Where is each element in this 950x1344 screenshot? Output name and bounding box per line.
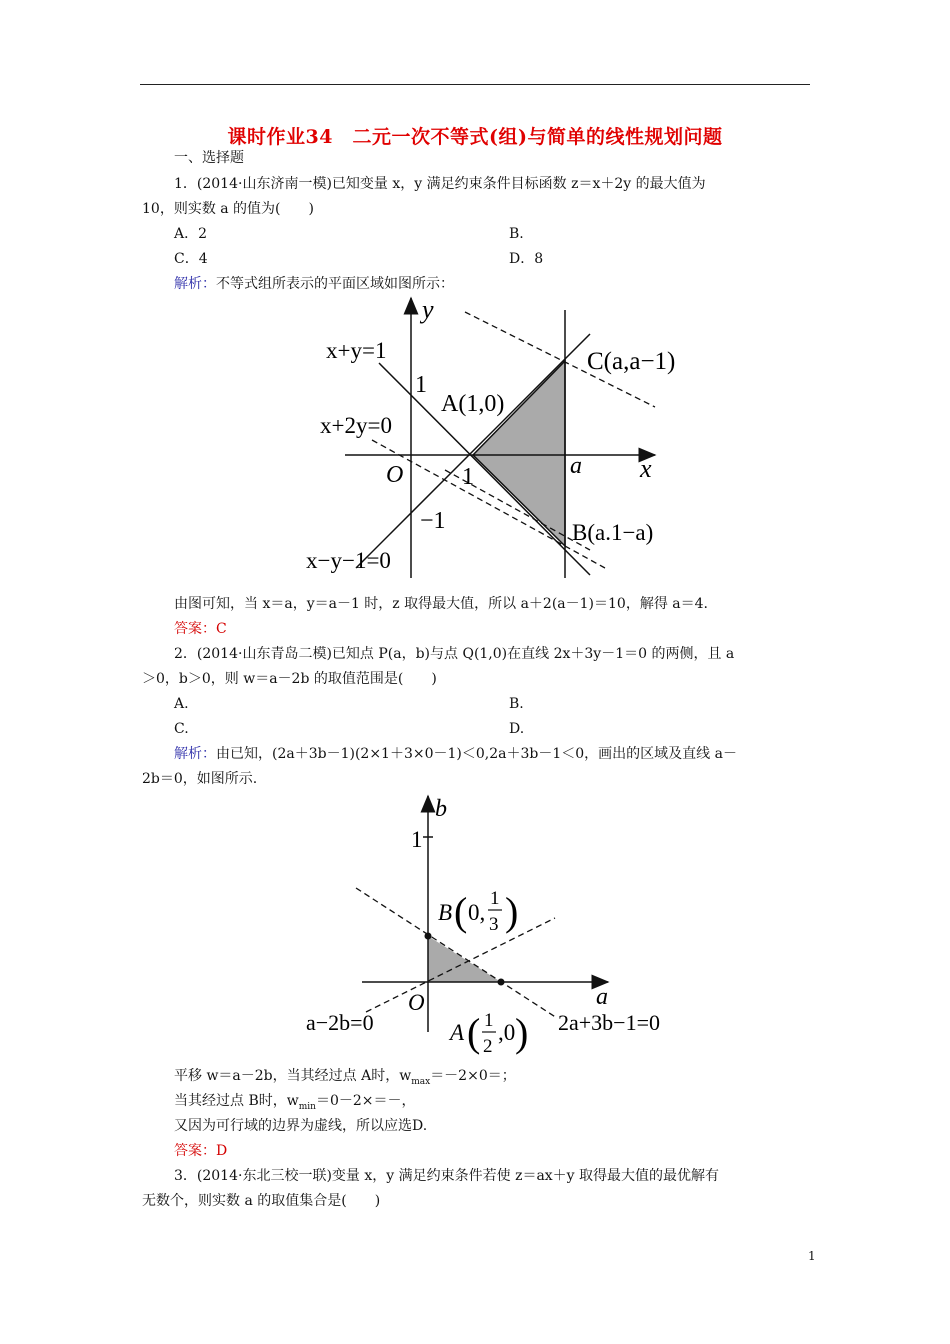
label-2a-3b: 2a+3b−1=0	[558, 1010, 660, 1035]
point-a-right-paren: )	[515, 1010, 529, 1055]
point-b-name: B	[438, 900, 453, 925]
x-axis-label: x	[640, 454, 652, 483]
shift-text-2-end: ＝0－2×＝－，	[315, 1093, 416, 1109]
tick-b-1-label: 1	[411, 827, 423, 852]
point-a-num: 1	[484, 1010, 494, 1031]
q2-shift-line3: 又因为可行域的边界为虚线，所以应选D.	[174, 1118, 428, 1134]
page-number: 1	[808, 1249, 816, 1263]
origin-label: O	[408, 990, 425, 1015]
tick-x-a: a	[570, 453, 582, 479]
origin-label: O	[386, 462, 404, 488]
analysis-label: 解析：	[174, 746, 216, 762]
a-axis-label: a	[596, 984, 608, 1010]
q2-stem-line1: 2．(2014·山东青岛二模)已知点 P(a，b)与点 Q(1,0)在直线 2x＋3y－1＝0 的两侧，且 a	[174, 646, 735, 662]
point-a-left-paren: (	[467, 1010, 481, 1055]
point-a-label: A(1,0)	[441, 391, 505, 417]
q1-answer: 答案：C	[174, 621, 227, 637]
analysis-label: 解析：	[174, 276, 216, 292]
q2-shift-line1	[174, 1066, 516, 1092]
page-title: 课时作业34 二元一次不等式(组)与简单的线性规划问题	[227, 126, 723, 148]
point-c-label: C(a,a−1)	[587, 348, 676, 375]
b-axis-label: b	[435, 796, 447, 822]
q2-answer: 答案：D	[174, 1143, 228, 1159]
wmax-sub: max	[411, 1076, 431, 1087]
q2-figure	[300, 792, 690, 1064]
point-b-x: 0,	[468, 900, 486, 925]
q1-option-d: D．8	[509, 251, 544, 267]
q2-option-a: A.	[174, 696, 189, 712]
q3-stem-line1: 3．(2014·东北三校一联)变量 x，y 满足约束条件若使 z＝ax＋y 取得最大值的最优解有	[174, 1168, 720, 1184]
q3-stem-line2: 无数个，则实数 a 的取值集合是( )	[142, 1193, 381, 1209]
label-a-2b: a−2b=0	[306, 1010, 374, 1035]
point-a-y: ,0	[498, 1020, 516, 1045]
feasible-region	[473, 361, 565, 546]
q1-conclusion: 由图可知，当 x＝a，y＝a－1 时，z 取得最大值，所以 a＋2(a－1)＝10，解得 a＝4.	[174, 596, 708, 612]
header-rule	[140, 84, 810, 85]
label-x-minus-y: x−y−1=0	[306, 548, 391, 573]
wmin-sub: min	[298, 1101, 316, 1112]
q2-shift-line2	[174, 1091, 416, 1117]
q2-analysis-line1	[174, 744, 737, 764]
shift-text-1-end: ＝－2×0＝；	[430, 1068, 516, 1084]
point-a-name: A	[450, 1020, 465, 1045]
point-b-label: B(a.1−a)	[572, 520, 654, 545]
q1-option-b: B.	[509, 226, 524, 242]
point-b-dot	[425, 933, 432, 940]
tick-y-neg1: −1	[420, 508, 446, 534]
label-x-plus-2y: x+2y=0	[320, 413, 392, 438]
point-a-den: 2	[483, 1036, 493, 1057]
shift-text-1: 平移 w＝a－2b，当其经过点 A时，w	[174, 1068, 412, 1084]
q1-option-a: A．2	[174, 226, 208, 242]
q1-stem-line1: 1．(2014·山东济南一模)已知变量 x，y 满足约束条件目标函数 z＝x＋2y 的最大值为	[174, 176, 706, 192]
point-b-left-paren: (	[454, 889, 468, 934]
analysis-text: 由已知，(2a＋3b－1)(2×1＋3×0－1)＜0,2a＋3b－1＜0，画出的区域及直线 a－	[216, 746, 737, 762]
q1-analysis	[174, 274, 454, 294]
q2-option-c: C.	[174, 721, 189, 737]
point-b-den: 3	[489, 914, 499, 935]
tick-y-1: 1	[415, 372, 427, 398]
y-axis-label: y	[422, 296, 434, 324]
point-a-dot	[498, 979, 505, 986]
q1-option-c: C．4	[174, 251, 208, 267]
q2-option-b: B.	[509, 696, 524, 712]
shift-text-2: 当其经过点 B时，w	[174, 1093, 299, 1109]
q2-stem-line2: ＞0，b＞0，则 w＝a－2b 的取值范围是( )	[142, 671, 437, 687]
label-x-plus-y: x+y=1	[326, 338, 387, 363]
q2-option-d: D.	[509, 721, 525, 737]
tick-x-1: 1	[462, 464, 474, 490]
section-heading: 一、选择题	[174, 150, 244, 166]
q2-analysis-line2: 2b＝0，如图所示.	[142, 771, 258, 787]
point-b-num: 1	[490, 888, 500, 909]
q1-figure	[300, 296, 680, 586]
point-b-right-paren: )	[505, 889, 519, 934]
analysis-text: 不等式组所表示的平面区域如图所示：	[216, 276, 454, 292]
q1-stem-line2: 10，则实数 a 的值为( )	[142, 201, 314, 217]
